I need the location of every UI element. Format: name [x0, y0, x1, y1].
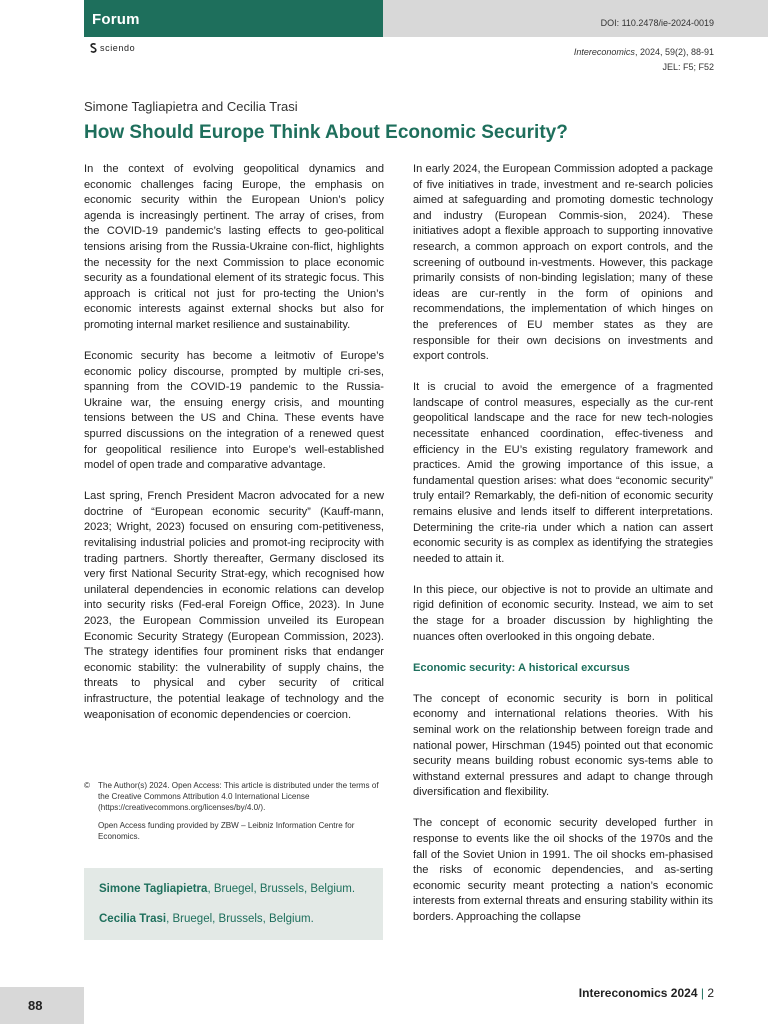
- right-column: [413, 162, 713, 941]
- footer-issue: 2: [707, 986, 714, 1000]
- author-institution: , Bruegel, Brussels, Belgium.: [166, 913, 314, 925]
- footer-separator: |: [697, 986, 708, 1000]
- paragraph: In this piece, our objective is not to provide an ultimate and rigid definition of economic security. Instead, we aim to set the stage for a broader discussion by highlighting the nuances often overlooked in this ongoing debate.: [413, 583, 713, 643]
- publisher-name: sciendo: [100, 43, 136, 53]
- author-affiliations-box: [84, 868, 383, 940]
- citation-journal: Intereconomics: [573, 47, 635, 57]
- left-margin: [0, 0, 84, 1024]
- author-name: Simone Tagliapietra: [99, 883, 208, 895]
- author-affiliation: [99, 912, 383, 927]
- citation-block: [574, 45, 714, 75]
- paragraph: In the context of evolving geopolitical dynamics and economic challenges facing Europe, the emphasis on economic security within the European Union’s policy agenda is increasingly pertinent. The array of crises, from the COVID-19 pandemic’s lasting effects to geo-political tensions arising from the Russia-Ukraine con-flict, highlights the necessity for the next Commission to place economic security as a foundational element of its strategic focus. This approach is critical not just for pro-tecting the Union’s economic interests against external shocks but also for promoting internal market resilience and sustainability.: [84, 163, 384, 331]
- copyright-symbol: ©: [84, 781, 90, 790]
- paragraph: Last spring, French President Macron advocated for a new doctrine of “European economic security” (Kauff-mann, 2023; Wright, 2023) focused on ensuring com-petitiveness, revitalising industrial policies and promot-ing reciprocity with trading partners. Shortly thereafter, Germany disclosed its very first National Security Strat-egy, which recognised how unilateral dependencies in economic relations can develop into security risks (Fed-eral Foreign Office, 2023). In June 2023, the European Commission unveiled its European Economic Security Strategy (European Commission, 2023). The strategy identifies four prominent risks that endanger economic stability: the vulnerability of supply chains, the threats to physical and cyber security of critical infrastructure, the potential leakage of technology and the weaponisation of economic dependencies or coercion.: [84, 490, 384, 721]
- section-heading: Economic security: A historical excursus: [413, 661, 630, 674]
- section-tab: Forum: [84, 0, 383, 37]
- license-footnote: [84, 780, 384, 842]
- license-text: The Author(s) 2024. Open Access: This article is distributed under the terms of the Creative Commons Attribution 4.0 International License (https://creativecommons.org/licenses/by/4.0/).: [98, 781, 379, 813]
- paragraph: In early 2024, the European Commission adopted a package of five initiatives in trade, investment and re-search policies aimed at safeguarding and promoting domestic technology and industry (European Commis-sion, 2024). These initiatives adopt a flexible approach to supporting innovative research, a common approach on export controls, and the screening of outbound in-vestments. However, this package primarily consists of non-binding legislation; many of these ideas are cur-rently in the form of opinions and recommendations, the implementation of which hinges on the preferences of EU member states as they are responsible for their own decisions on investments and export controls.: [413, 163, 713, 363]
- doi-link[interactable]: DOI: 110.2478/ie-2024-0019: [600, 18, 714, 28]
- footer-journal: [579, 986, 714, 1000]
- footer-journal-name: Intereconomics 2024: [578, 986, 698, 1000]
- citation-volume: , 2024, 59(2), 88-91: [634, 47, 714, 57]
- article-authors: Simone Tagliapietra and Cecilia Trasi: [84, 99, 298, 114]
- author-affiliation: [99, 882, 383, 897]
- article-title: How Should Europe Think About Economic Security?: [84, 122, 568, 143]
- paragraph: It is crucial to avoid the emergence of a fragmented landscape of control measures, especially as the cur-rent geopolitical landscape and the race for new tech-nologies necessitate enhanced coordination, effec-tiveness and efficiency in the EU’s existing regulatory framework and practices. Amid the growing importance of this issue, a fundamental question arises: what does “economic security” truly entail? Remarkably, the defi-nition of economic security remains elusive and lends itself to different interpretations. Determining the crite-ria under which a nation can assert economic security is as complex as identifying the strategies needed to attain it.: [413, 381, 713, 565]
- publisher-logo: [90, 43, 135, 53]
- page-number: 88: [0, 987, 84, 1024]
- citation-line: [574, 45, 714, 60]
- author-name: Cecilia Trasi: [99, 913, 167, 925]
- funding-note: Open Access funding provided by ZBW – Leibniz Information Centre for Economics.: [98, 820, 355, 841]
- sciendo-logo-icon: [90, 43, 97, 53]
- paragraph: The concept of economic security is born in political economy and international relations theories. With his seminal work on the relationship between foreign trade and national power, Hirschman (1945) pointed out that economic security means building robust economic sys-tems able to withstand external pressures and adapt to change through diversification and flexibility.: [413, 692, 713, 799]
- author-institution: , Bruegel, Brussels, Belgium.: [207, 883, 356, 895]
- paragraph: The concept of economic security developed further in response to events like the oil shocks of the 1970s and the fall of the Soviet Union in 1991. The oil shocks em-phasised the risks of economic dependencies, and as-serting economic security meant protecting a nation’s economic interests from external threats and ensuring stability within its borders. Approaching the collapse: [413, 817, 713, 924]
- left-column: [84, 162, 384, 739]
- jel-codes: JEL: F5; F52: [662, 62, 714, 72]
- paragraph: Economic security has become a leitmotiv of Europe’s economic policy discourse, prompted by multiple cri-ses, spanning from the COVID-19 pandemic to the Russia-Ukraine war, the ensuing energy crisis, and mounting tensions between the US and China. These events have spurred discussions on the integration of a renewed quest for geopolitical resilience into Europe’s well-established model of open trade and comparative advantage.: [84, 350, 384, 472]
